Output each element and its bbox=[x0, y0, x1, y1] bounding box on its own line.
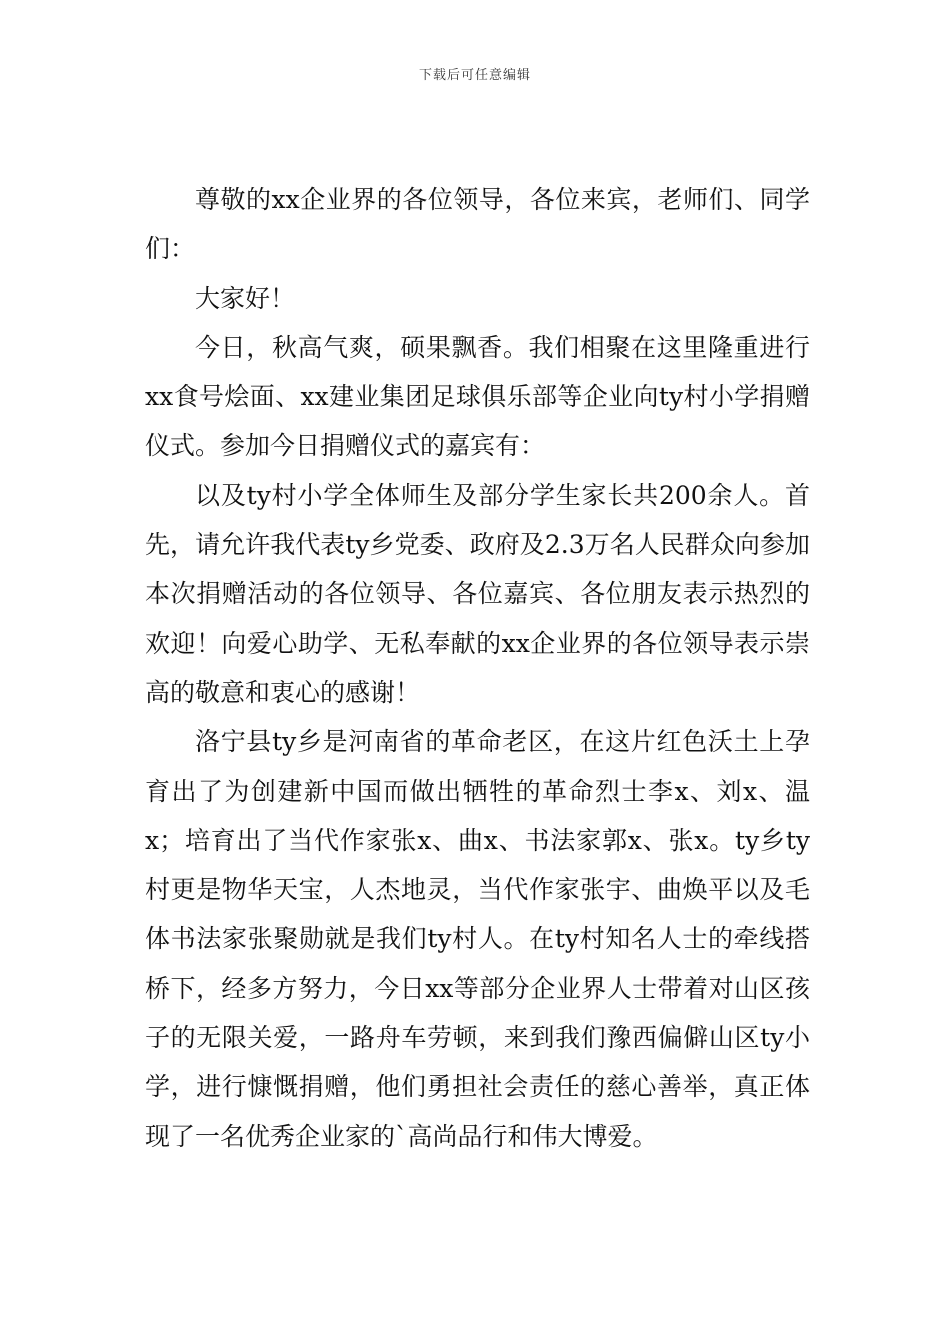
paragraph-ceremony-intro: 今日，秋高气爽，硕果飘香。我们相聚在这里隆重进行xx食号烩面、xx建业集团足球俱乐部等企业向ty村小学捐赠仪式。参加今日捐赠仪式的嘉宾有： bbox=[145, 332, 810, 461]
paragraph-greeting: 大家好！ bbox=[195, 283, 296, 313]
paragraph-history: 洛宁县ty乡是河南省的革命老区，在这片红色沃土上孕育出了为创建新中国而做出牺牲的革命烈士李x、刘x、温x；培育出了当代作家张x、曲x、书法家郭x、张x。ty乡ty村更是物华天宝，人杰地灵，当代作家张宇、曲焕平以及毛体书法家张聚勋就是我们ty村人。在ty村知名人士的牵线搭桥下，经多方努力，今日xx等部分企业界人士带着对山区孩子的无限关爱，一路舟车劳顿，来到我们豫西偏僻山区ty小学，进行慷慨捐赠，他们勇担社会责任的慈心善举，真正体现了一名优秀企业家的`高尚品行和伟大博爱。 bbox=[145, 727, 810, 1151]
paragraph-welcome: 以及ty村小学全体师生及部分学生家长共200余人。首先，请允许我代表ty乡党委、政府及2.3万名人民群众向参加本次捐赠活动的各位领导、各位嘉宾、各位朋友表示热烈的欢迎！向爱心助学、无私奉献的xx企业界的各位领导表示崇高的敬意和衷心的感谢！ bbox=[145, 480, 810, 707]
paragraph-salutation: 尊敬的xx企业界的各位领导，各位来宾，老师们、同学们： bbox=[145, 185, 810, 264]
page-header-note: 下载后可任意编辑 bbox=[418, 68, 531, 83]
document-body bbox=[145, 175, 810, 1161]
